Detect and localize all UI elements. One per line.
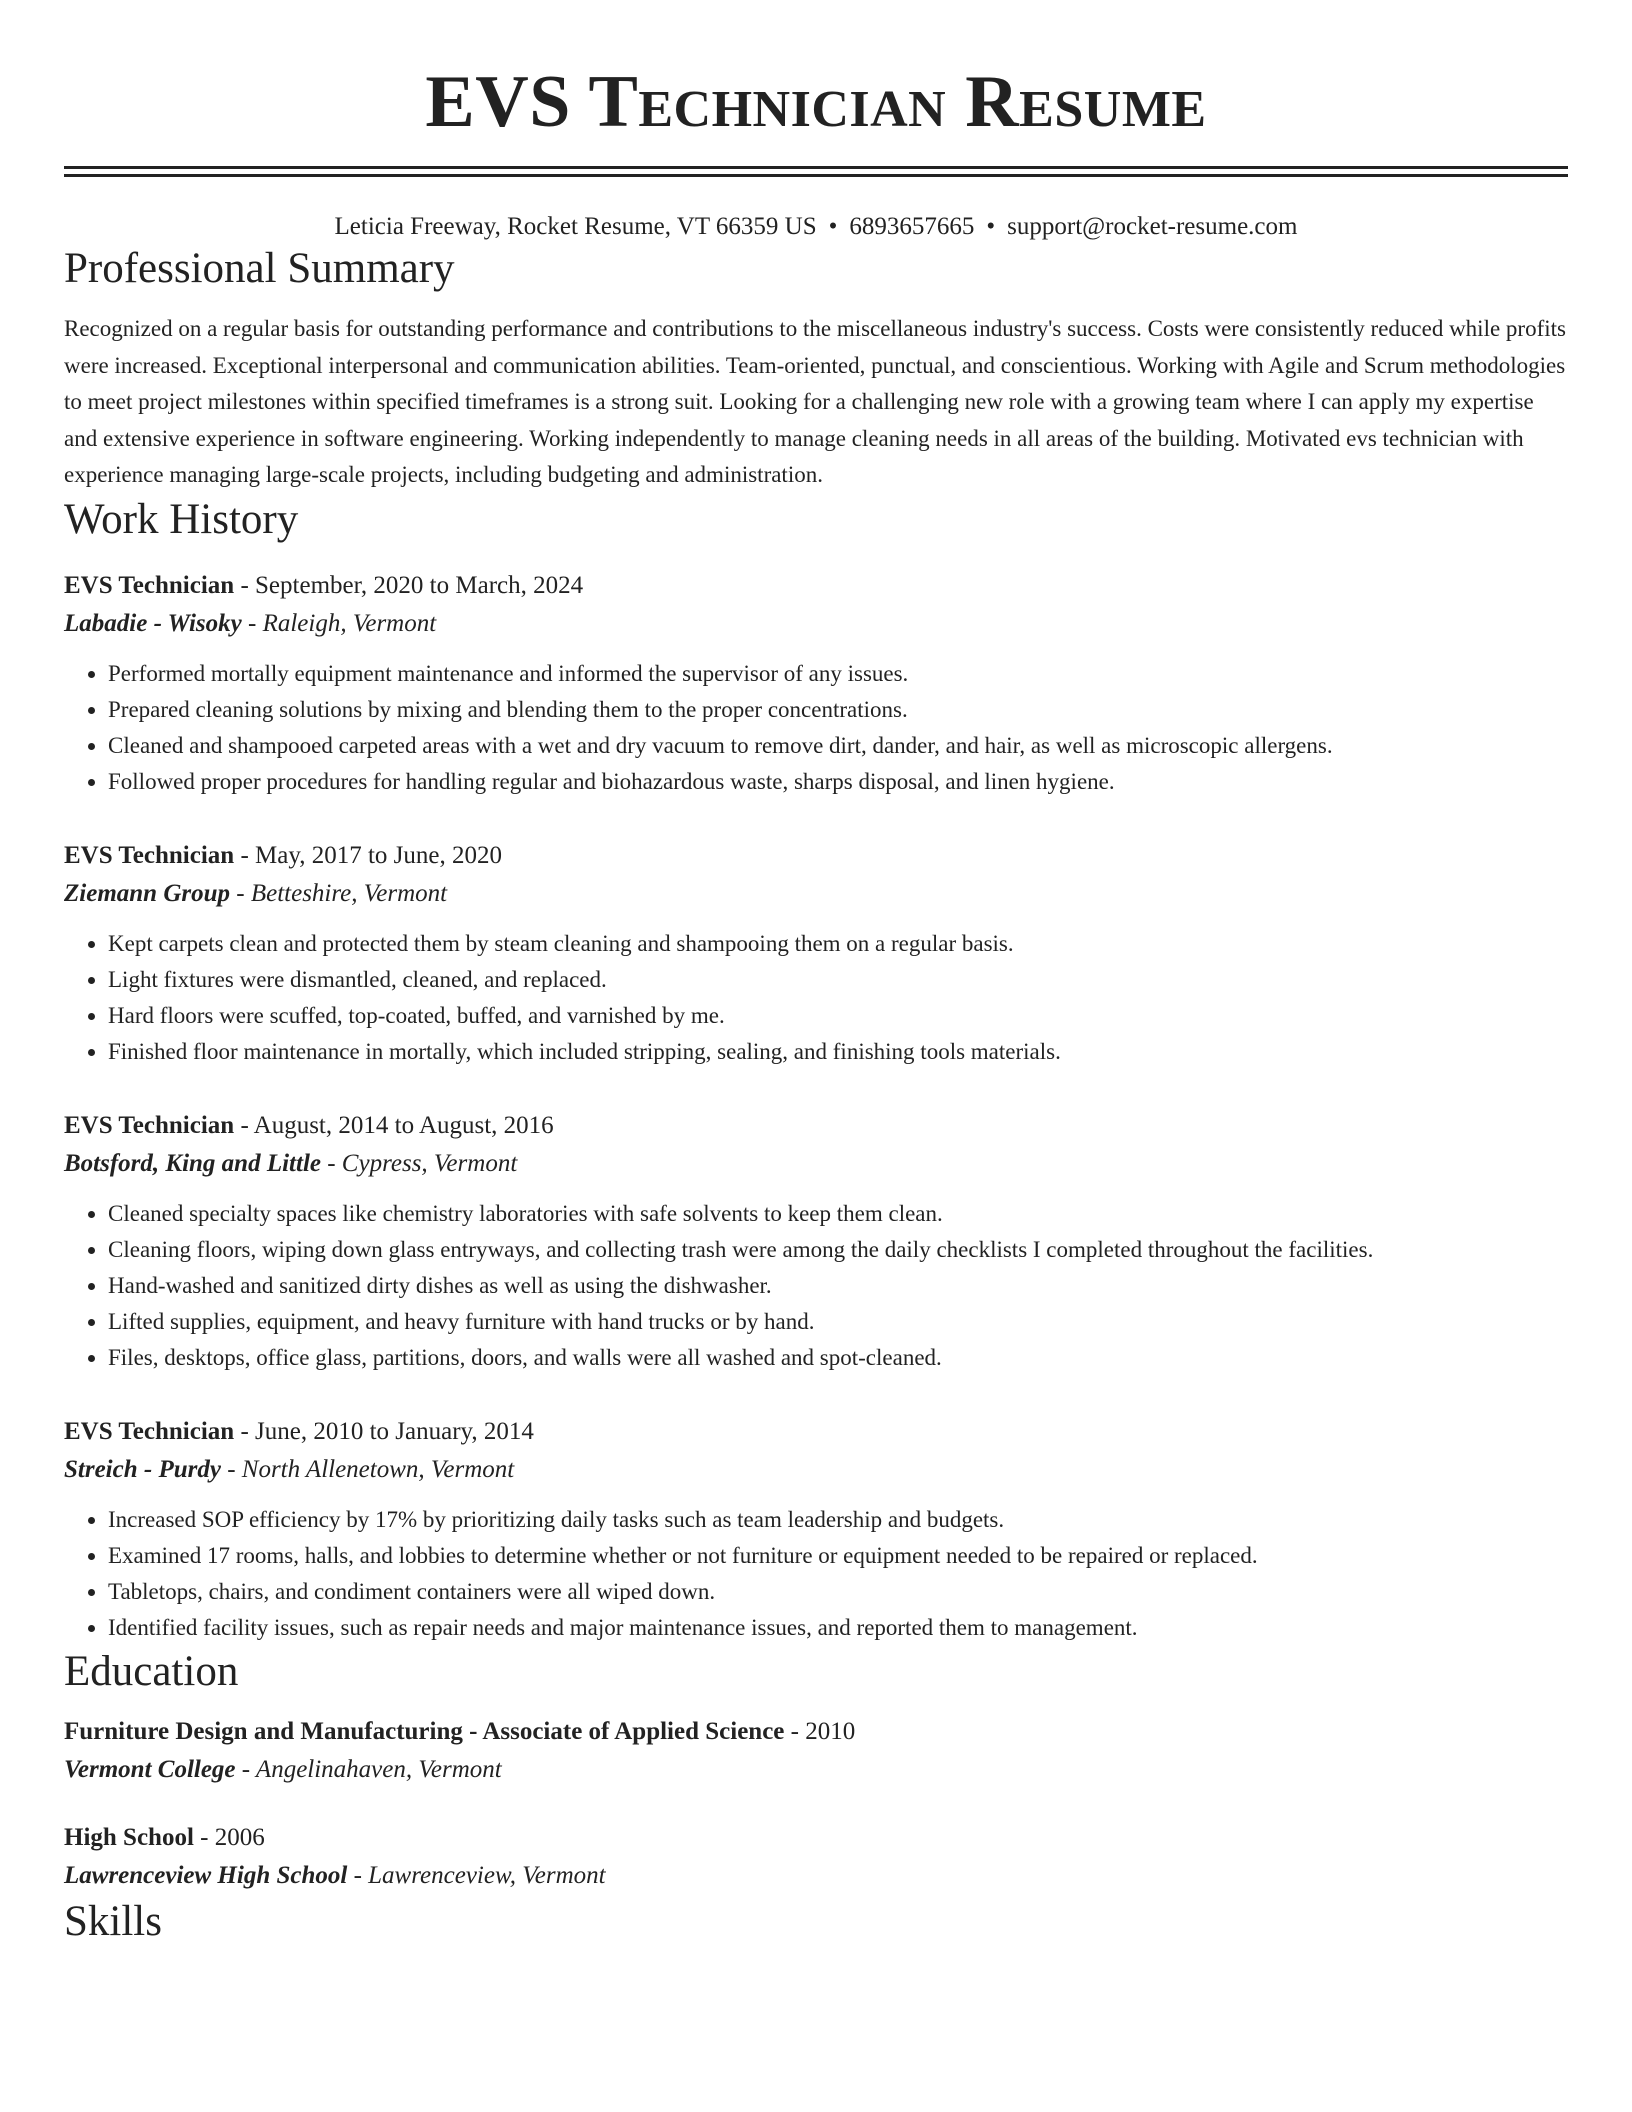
job-title-line (64, 1108, 1568, 1144)
school-line (64, 1856, 1568, 1896)
skills-heading: Skills (64, 1897, 162, 1945)
job-bullet: • Hard floors were scuffed, top-coated, buffed, and varnished by me. (108, 998, 1568, 1034)
job-title-line (64, 838, 1568, 874)
company-location: - Betteshire, Vermont (230, 879, 448, 907)
degree-name: Furniture Design and Manufacturing - Associate of Applied Science (64, 1717, 785, 1745)
job-bullet: • Examined 17 rooms, halls, and lobbies to determine whether or not furniture or equipment needed to be repaired or replaced. (108, 1538, 1568, 1574)
job-bullet: • Performed mortally equipment maintenance and informed the supervisor of any issues. (108, 656, 1568, 692)
job-entry (64, 1414, 1568, 1646)
job-bullet: • Cleaning floors, wiping down glass entryways, and collecting trash were among the daily checklists I completed throughout the facilities. (108, 1232, 1568, 1268)
school-location: - Angelinahaven, Vermont (235, 1755, 502, 1783)
job-bullet: • Identified facility issues, such as repair needs and major maintenance issues, and reported them to management. (108, 1610, 1568, 1646)
education-entry (64, 1820, 1568, 1896)
school-line (64, 1750, 1568, 1790)
resume-title: EVS Technician Resume (425, 61, 1207, 143)
job-title: EVS Technician (64, 841, 235, 869)
degree-line (64, 1714, 1568, 1750)
company-line (64, 1144, 1568, 1184)
job-bullet: • Tabletops, chairs, and condiment containers were all wiped down. (108, 1574, 1568, 1610)
job-title: EVS Technician (64, 571, 235, 599)
school-location: - Lawrenceview, Vermont (347, 1861, 606, 1889)
company-location: - North Allenetown, Vermont (220, 1455, 515, 1483)
summary-heading: Professional Summary (64, 245, 455, 292)
job-bullet: • Cleaned and shampooed carpeted areas with a wet and dry vacuum to remove dirt, dander, and hair, as well as microscopic allergens. (108, 728, 1568, 764)
summary-text: Recognized on a regular basis for outstanding performance and contributions to the miscellaneous industry's success. Costs were consistently reduced while profits were increased. Exceptional interpersonal and communication abilities. Team-oriented, punctual, and conscientious. Working with Agile and Scrum methodologies to meet project milestones within specified timeframes is a strong suit. Looking for a challenging new role with a growing team where I can apply my expertise and extensive experience in software engineering. Working independently to manage cleaning needs in all areas of the building. Motivated evs technician with experience managing large-scale projects, including budgeting and administration. (64, 316, 1566, 487)
job-dates: - August, 2014 to August, 2016 (234, 1111, 554, 1139)
contact-separator: • (986, 213, 996, 240)
title-divider-bottom (64, 174, 1568, 177)
contact-phone: 6893657665 (849, 213, 975, 240)
job-bullet: • Kept carpets clean and protected them by steam cleaning and shampooing them on a regular basis. (108, 926, 1568, 962)
contact-line (64, 211, 1568, 243)
job-bullet: • Hand-washed and sanitized dirty dishes as well as using the dishwasher. (108, 1268, 1568, 1304)
job-title: EVS Technician (64, 1111, 235, 1139)
job-bullet: • Prepared cleaning solutions by mixing and blending them to the proper concentrations. (108, 692, 1568, 728)
company-line (64, 1450, 1568, 1490)
contact-email: support@rocket-resume.com (1007, 213, 1298, 240)
school-name: Lawrenceview High School (64, 1861, 348, 1889)
company-line (64, 874, 1568, 914)
company-name: Labadie - Wisoky (64, 609, 242, 637)
job-bullets (64, 656, 1568, 800)
company-location: - Raleigh, Vermont (241, 609, 437, 637)
degree-year: - 2010 (784, 1717, 856, 1745)
job-dates: - September, 2020 to March, 2024 (234, 571, 584, 599)
education-entry (64, 1714, 1568, 1790)
contact-address: Leticia Freeway, Rocket Resume, VT 66359 US (334, 213, 817, 240)
job-bullet: • Cleaned specialty spaces like chemistry laboratories with safe solvents to keep them clean. (108, 1196, 1568, 1232)
work-history-heading: Work History (64, 495, 299, 543)
company-name: Ziemann Group (64, 879, 231, 907)
job-bullets (64, 926, 1568, 1070)
job-bullet: • Files, desktops, office glass, partitions, doors, and walls were all washed and spot-cleaned. (108, 1340, 1568, 1376)
education-heading: Education (64, 1647, 239, 1695)
job-entry (64, 838, 1568, 1070)
resume-page (64, 0, 1568, 1948)
job-bullet: • Lifted supplies, equipment, and heavy furniture with hand trucks or by hand. (108, 1304, 1568, 1340)
job-bullets (64, 1502, 1568, 1646)
job-bullet: • Followed proper procedures for handling regular and biohazardous waste, sharps disposal, and linen hygiene. (108, 764, 1568, 800)
job-bullets (64, 1196, 1568, 1376)
job-title-line (64, 1414, 1568, 1450)
job-entry (64, 1108, 1568, 1376)
job-title: EVS Technician (64, 1417, 235, 1445)
title-divider-top (64, 166, 1568, 169)
company-line (64, 604, 1568, 644)
school-name: Vermont College (64, 1755, 236, 1783)
job-dates: - May, 2017 to June, 2020 (234, 841, 503, 869)
job-dates: - June, 2010 to January, 2014 (234, 1417, 534, 1445)
degree-name: High School (64, 1823, 194, 1851)
degree-line (64, 1820, 1568, 1856)
company-location: - Cypress, Vermont (320, 1149, 518, 1177)
contact-separator: • (828, 213, 838, 240)
job-bullet: • Increased SOP efficiency by 17% by prioritizing daily tasks such as team leadership and budgets. (108, 1502, 1568, 1538)
job-entry (64, 568, 1568, 800)
company-name: Botsford, King and Little (64, 1149, 321, 1177)
degree-year: - 2006 (193, 1823, 265, 1851)
job-title-line (64, 568, 1568, 604)
company-name: Streich - Purdy (64, 1455, 221, 1483)
job-bullet: • Light fixtures were dismantled, cleaned, and replaced. (108, 962, 1568, 998)
job-bullet: • Finished floor maintenance in mortally, which included stripping, sealing, and finishing tools materials. (108, 1034, 1568, 1070)
